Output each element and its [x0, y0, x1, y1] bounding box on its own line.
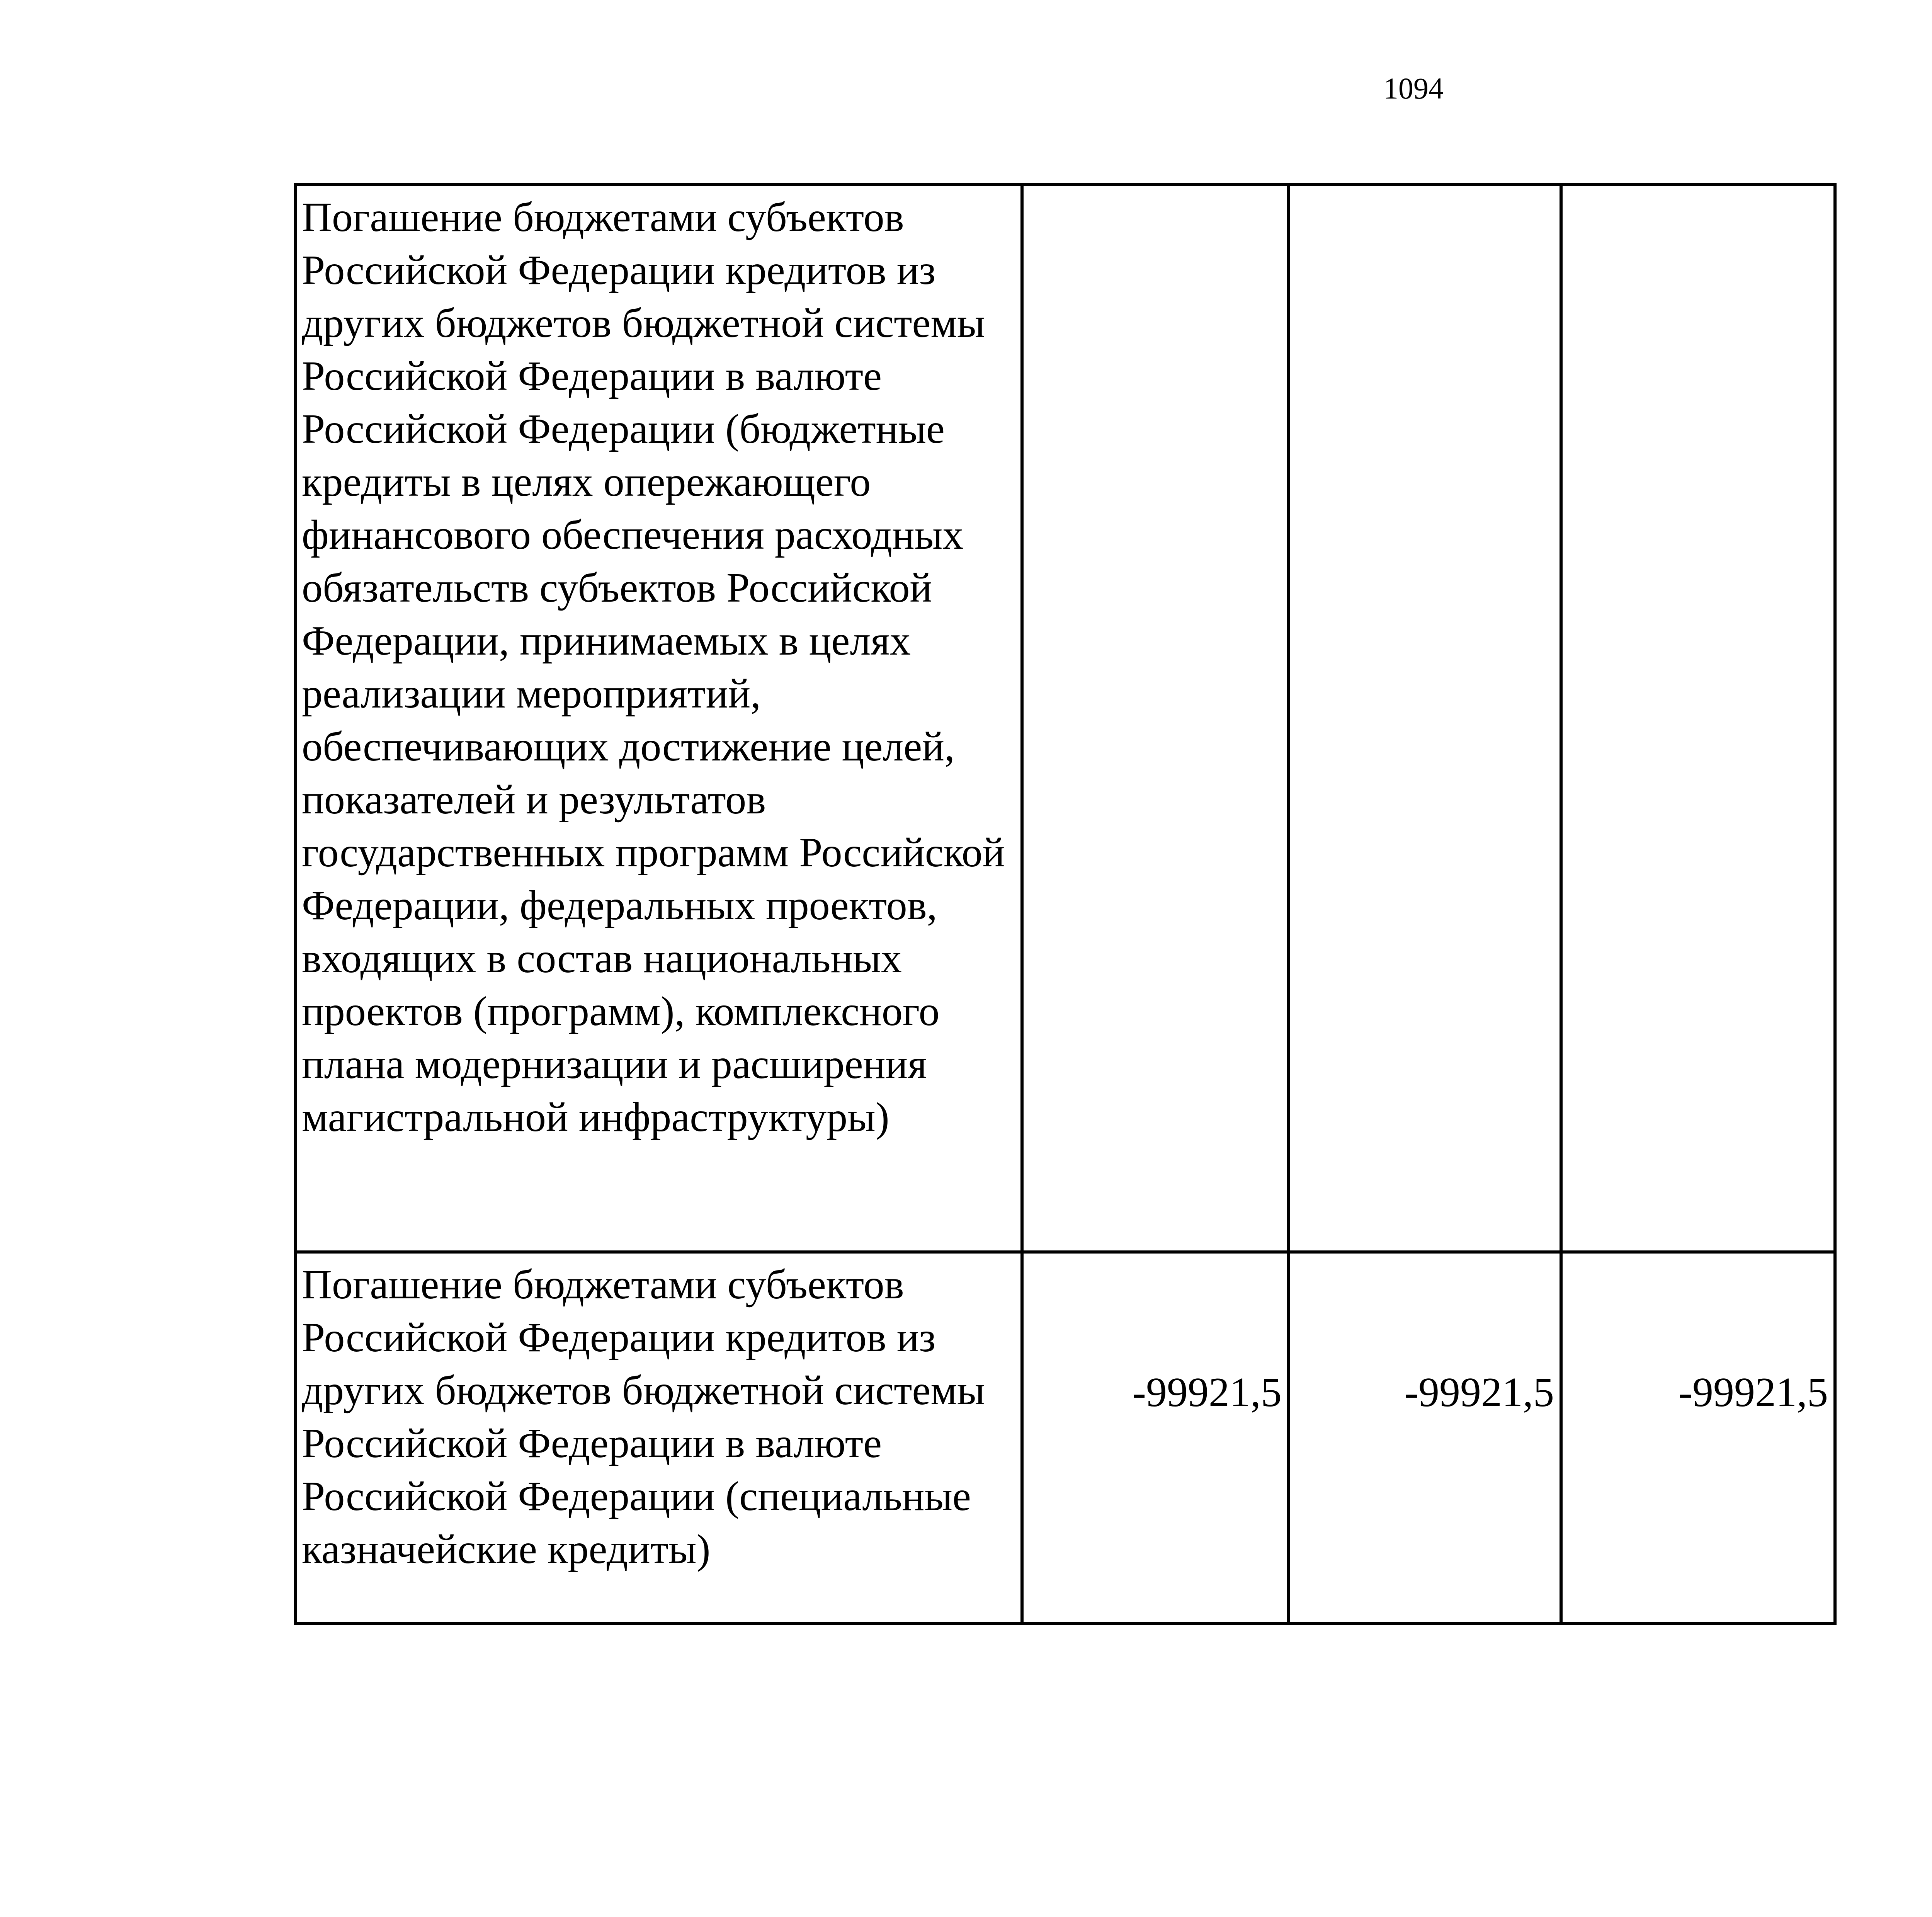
- budget-table: [294, 183, 1837, 1625]
- table-row: [296, 1252, 1835, 1624]
- value-cell: [1289, 1252, 1561, 1624]
- value-text: -99921,5: [1405, 1369, 1554, 1415]
- row-description: Погашение бюджетами субъектов Российской Федерации кредитов из других бюджетов бюджетной системы Российской Федерации в валюте Российской Федерации (бюджетные кредиты в целях опережающего финансового обеспечения расходных обязательств субъектов Российской Федерации, принимаемых в целях реализации мероприятий, обеспечивающих достижение целей, показателей и результатов государственных программ Российской Федерации, федеральных проектов, входящих в состав национальных проектов (программ), комплексного плана модернизации и расширения магистральной инфраструктуры): [302, 194, 1005, 1140]
- value-cell: [1561, 1252, 1835, 1624]
- row-description-cell: [296, 185, 1022, 1252]
- page-number: 1094: [1383, 71, 1444, 105]
- value-text: -99921,5: [1132, 1369, 1282, 1415]
- value-cell: [1022, 1252, 1289, 1624]
- table-row: [296, 185, 1835, 1252]
- value-cell: [1289, 185, 1561, 1252]
- row-description: Погашение бюджетами субъектов Российской Федерации кредитов из других бюджетов бюджетной системы Российской Федерации в валюте Российской Федерации (специальные казначейские кредиты): [302, 1262, 985, 1572]
- value-cell: [1561, 185, 1835, 1252]
- value-cell: [1022, 185, 1289, 1252]
- value-text: -99921,5: [1679, 1369, 1828, 1415]
- row-description-cell: [296, 1252, 1022, 1624]
